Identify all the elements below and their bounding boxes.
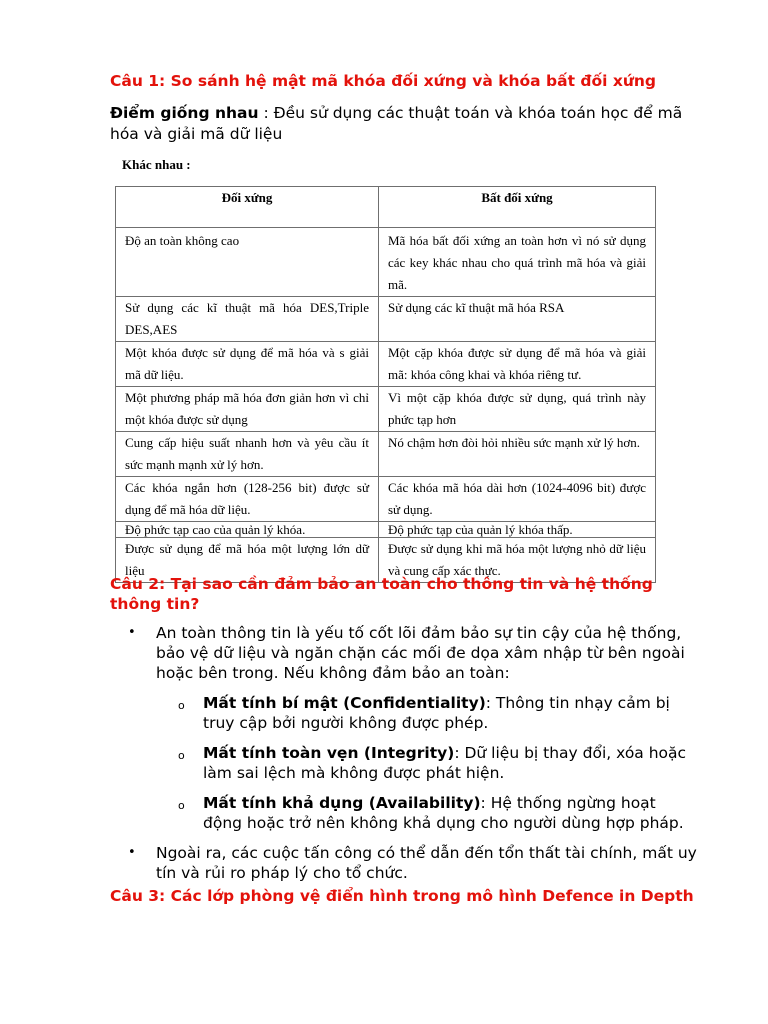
table-row bbox=[116, 522, 656, 538]
table-cell-asymmetric: Nó chậm hơn đòi hỏi nhiều sức mạnh xử lý hơn. bbox=[379, 432, 656, 477]
header-asymmetric: Bất đối xứng bbox=[379, 187, 656, 228]
table-row bbox=[116, 387, 656, 432]
bullet-text: Ngoài ra, các cuộc tấn công có thể dẫn đến tổn thất tài chính, mất uy tín và rủi ro pháp lý cho tổ chức. bbox=[156, 844, 697, 882]
bullet-icon: • bbox=[128, 845, 136, 860]
table-cell-asymmetric: Vì một cặp khóa được sử dụng, quá trình này phức tạp hơn bbox=[379, 387, 656, 432]
table-cell-asymmetric: Các khóa mã hóa dài hơn (1024-4096 bit) được sử dụng. bbox=[379, 477, 656, 522]
bullet-icon: • bbox=[128, 625, 136, 640]
table-cell-symmetric: Sử dụng các kĩ thuật mã hóa DES,Triple DES,AES bbox=[116, 297, 379, 342]
sub-item-label: Mất tính khả dụng (Availability) bbox=[203, 794, 481, 812]
differences-label: Khác nhau : bbox=[122, 157, 191, 172]
list-item bbox=[128, 743, 698, 783]
sub-item-text: : Hệ thống ngừng hoạt động hoặc trở nên không khả dụng cho người dùng hợp pháp. bbox=[203, 794, 684, 832]
circle-bullet-icon: o bbox=[178, 699, 185, 712]
bullet-text: An toàn thông tin là yếu tố cốt lõi đảm bảo sự tin cậy của hệ thống, bảo vệ dữ liệu và ngăn chặn các mối đe dọa xâm nhập từ bên ngoài hoặc bên trong. Nếu không đảm bảo an toàn: bbox=[156, 624, 685, 682]
question-1-title: Câu 1: So sánh hệ mật mã khóa đối xứng và khóa bất đối xứng bbox=[110, 72, 657, 90]
question-2-title: Câu 2: Tại sao cần đảm bảo an toàn cho thông tin và hệ thống thông tin? bbox=[110, 575, 653, 613]
table-cell-asymmetric: Độ phức tạp của quản lý khóa thấp. bbox=[379, 522, 656, 538]
table-cell-asymmetric: Sử dụng các kĩ thuật mã hóa RSA bbox=[379, 297, 656, 342]
table-cell-symmetric: Cung cấp hiệu suất nhanh hơn và yêu cầu ít sức mạnh mạnh xử lý hơn. bbox=[116, 432, 379, 477]
similarities-label: Điểm giống nhau bbox=[110, 104, 259, 122]
sub-item-label: Mất tính bí mật (Confidentiality) bbox=[203, 694, 486, 712]
table-cell-symmetric: Độ phức tạp cao của quản lý khóa. bbox=[116, 522, 379, 538]
table-row bbox=[116, 228, 656, 297]
table-cell-symmetric: Độ an toàn không cao bbox=[116, 228, 379, 297]
table-row bbox=[116, 477, 656, 522]
circle-bullet-icon: o bbox=[178, 799, 185, 812]
table-cell-symmetric: Một khóa được sử dụng để mã hóa và s giải mã dữ liệu. bbox=[116, 342, 379, 387]
sub-item-text: : Dữ liệu bị thay đổi, xóa hoặc làm sai lệch mà không được phát hiện. bbox=[203, 744, 687, 782]
question-2-answer bbox=[128, 623, 698, 893]
similarities-paragraph bbox=[110, 103, 700, 145]
list-item bbox=[128, 843, 698, 883]
header-symmetric: Đối xứng bbox=[116, 187, 379, 228]
table-cell-asymmetric: Một cặp khóa được sử dụng để mã hóa và giải mã: khóa công khai và khóa riêng tư. bbox=[379, 342, 656, 387]
table-cell-symmetric: Một phương pháp mã hóa đơn giản hơn vì chỉ một khóa được sử dụng bbox=[116, 387, 379, 432]
table-row bbox=[116, 342, 656, 387]
list-item bbox=[128, 693, 698, 733]
table-cell-asymmetric: Mã hóa bất đối xứng an toàn hơn vì nó sử dụng các key khác nhau cho quá trình mã hóa và giải mã. bbox=[379, 228, 656, 297]
list-item bbox=[128, 793, 698, 833]
circle-bullet-icon: o bbox=[178, 749, 185, 762]
table-row bbox=[116, 297, 656, 342]
sub-item-text: : Thông tin nhạy cảm bị truy cập bởi người không được phép. bbox=[203, 694, 670, 732]
table-cell-symmetric: Được sử dụng để mã hóa một lượng lớn dữ liệu bbox=[116, 538, 379, 583]
table-cell-asymmetric: Được sử dụng khi mã hóa một lượng nhỏ dữ liệu và cung cấp xác thực. bbox=[379, 538, 656, 583]
list-item bbox=[128, 623, 698, 683]
table-cell-symmetric: Các khóa ngắn hơn (128-256 bit) được sử dụng để mã hóa dữ liệu. bbox=[116, 477, 379, 522]
sub-item-label: Mất tính toàn vẹn (Integrity) bbox=[203, 744, 455, 762]
table-row bbox=[116, 432, 656, 477]
similarities-text: : Đều sử dụng các thuật toán và khóa toán học để mã hóa và giải mã dữ liệu bbox=[110, 104, 683, 143]
comparison-table bbox=[115, 186, 656, 583]
question-3-title: Câu 3: Các lớp phòng vệ điển hình trong mô hình Defence in Depth bbox=[110, 887, 694, 905]
table-header-row bbox=[116, 187, 656, 228]
